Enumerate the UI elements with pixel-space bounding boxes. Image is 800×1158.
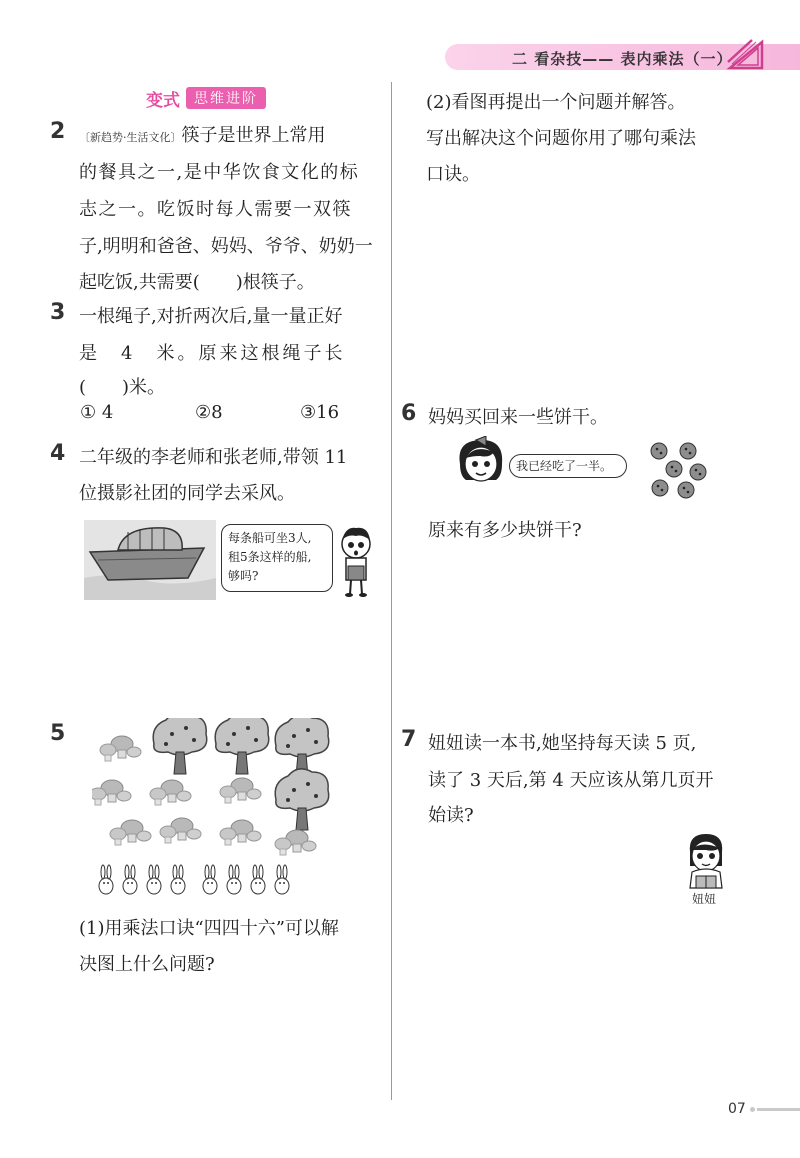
q5-line-2: 决图上什么问题? bbox=[79, 954, 215, 975]
q4-line-1: 二年级的李老师和张老师,带领 11 bbox=[79, 447, 348, 468]
section-tag bbox=[146, 86, 266, 110]
section-label: 变式 bbox=[146, 90, 180, 111]
q5b-line-1: (2)看图再提出一个问题并解答。 bbox=[426, 92, 686, 113]
q3-line-3: ( )米。 bbox=[79, 377, 166, 398]
q6-line-2: 原来有多少块饼干? bbox=[428, 520, 582, 541]
q7-line-1: 妞妞读一本书,她坚持每天读 5 页, bbox=[428, 733, 697, 754]
page-bar bbox=[757, 1108, 800, 1111]
q5b-line-2: 写出解决这个问题你用了哪句乘法 bbox=[426, 128, 696, 149]
question-number-6: 6 bbox=[401, 401, 417, 426]
q2-tag: 〔新趋势·生活文化〕 bbox=[79, 131, 182, 144]
bubble-line-2: 租5条这样的船, bbox=[228, 550, 312, 564]
q7-line-2: 读了 3 天后,第 4 天应该从第几页开 bbox=[428, 770, 714, 791]
ruler-triangle-icon bbox=[726, 38, 766, 72]
page-number: 07 bbox=[728, 1101, 746, 1117]
bubble-line-3: 够吗? bbox=[228, 569, 259, 583]
q2-line-4: 子,明明和爸爸、妈妈、爷爷、奶奶一 bbox=[79, 236, 373, 257]
question-number-3: 3 bbox=[50, 300, 66, 325]
trees-mushrooms-rabbits-illustration bbox=[92, 718, 332, 898]
q3-line-2: 是 4 米。原来这根绳子长 bbox=[79, 343, 346, 364]
boat-illustration bbox=[84, 520, 216, 600]
q3-choice-3[interactable]: ③16 bbox=[300, 402, 340, 423]
q5b-line-3: 口诀。 bbox=[426, 164, 480, 185]
question-number-2: 2 bbox=[50, 119, 66, 144]
chapter-title: 二 看杂技—— 表内乘法（一） bbox=[512, 50, 733, 68]
q2-line-1 bbox=[79, 121, 326, 147]
q6-line-1: 妈妈买回来一些饼干。 bbox=[428, 407, 608, 428]
question-number-7: 7 bbox=[401, 727, 417, 752]
q2-line-5: 起吃饭,共需要( )根筷子。 bbox=[79, 272, 315, 293]
q2-line-2: 的餐具之一,是中华饮食文化的标 bbox=[79, 162, 360, 183]
column-divider bbox=[391, 82, 392, 1100]
q4-line-2: 位摄影社团的同学去采风。 bbox=[79, 483, 295, 504]
q3-choice-2[interactable]: ②8 bbox=[195, 402, 223, 423]
cookies-illustration bbox=[646, 440, 708, 500]
bubble-line-1: 每条船可坐3人, bbox=[228, 531, 312, 545]
question-number-4: 4 bbox=[50, 441, 66, 466]
page-dot bbox=[750, 1107, 755, 1112]
boy-illustration bbox=[336, 526, 376, 598]
boat-speech-bubble bbox=[221, 524, 333, 592]
niuniu-caption: 妞妞 bbox=[692, 892, 717, 906]
mother-illustration bbox=[456, 436, 506, 488]
q7-line-3: 始读? bbox=[428, 805, 474, 826]
q5-line-1: (1)用乘法口诀“四四十六”可以解 bbox=[79, 918, 339, 939]
section-sublabel: 思维进阶 bbox=[186, 87, 266, 109]
q2-line-3: 志之一。吃饭时每人需要一双筷 bbox=[79, 199, 352, 220]
question-number-5: 5 bbox=[50, 721, 66, 746]
cookie-speech-bubble: 我已经吃了一半。 bbox=[509, 454, 627, 478]
q2-line-1-text: 筷子是世界上常用 bbox=[181, 125, 326, 146]
q3-line-1: 一根绳子,对折两次后,量一量正好 bbox=[79, 306, 343, 327]
q3-choice-1[interactable]: ① 4 bbox=[80, 402, 114, 423]
